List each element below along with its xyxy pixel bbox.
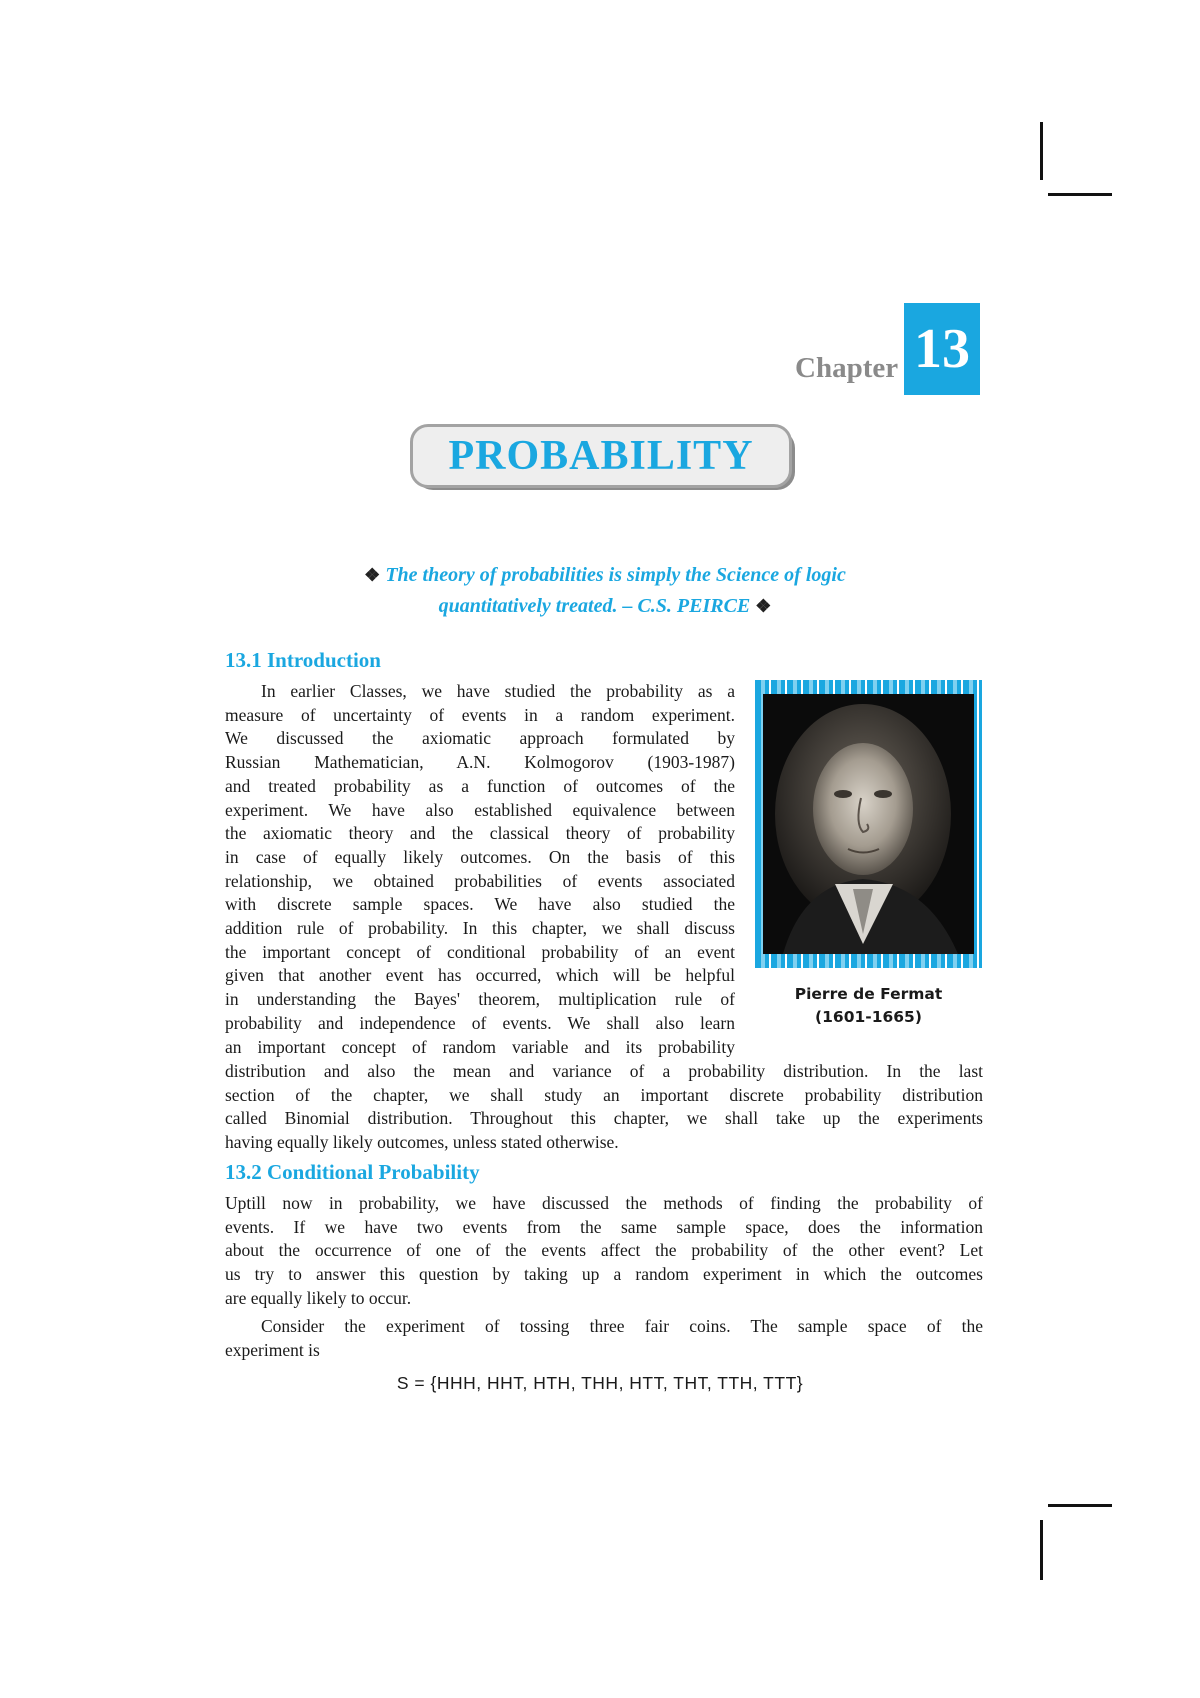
text-line: Russian Mathematician, A.N. Kolmogorov (1903-1987) bbox=[225, 752, 735, 773]
text-line: distribution and also the mean and variance of a probability distribution. In the last bbox=[225, 1061, 983, 1081]
text-line: experiment. We have also established equivalence between bbox=[225, 799, 735, 820]
portrait-frame bbox=[755, 680, 982, 968]
crop-mark-top-vertical bbox=[1040, 122, 1043, 180]
epigraph-quote bbox=[300, 560, 910, 622]
text-line: experiment is bbox=[225, 1339, 320, 1360]
chapter-label: Chapter bbox=[795, 352, 899, 384]
intro-paragraph-wide bbox=[225, 1060, 983, 1155]
section-heading-introduction: 13.1 Introduction bbox=[225, 648, 381, 672]
text-line: In earlier Classes, we have studied the probability as a bbox=[261, 681, 735, 701]
conditional-paragraph-2 bbox=[225, 1315, 983, 1362]
text-line: section of the chapter, we shall study an important discrete probability distribution bbox=[225, 1084, 983, 1105]
portrait-caption-name: Pierre de Fermat bbox=[794, 985, 943, 1003]
text-line: addition rule of probability. In this chapter, we shall discuss bbox=[225, 918, 735, 939]
text-line: the important concept of conditional probability of an event bbox=[225, 941, 735, 962]
text-line: relationship, we obtained probabilities of events associated bbox=[225, 870, 735, 891]
page-title: PROBABILITY bbox=[410, 424, 792, 488]
text-line: measure of uncertainty of events in a random experiment. bbox=[225, 704, 735, 725]
quote-line-1: ❖ The theory of probabilities is simply the Science of logic bbox=[364, 564, 846, 586]
sample-space-equation: S = {HHH, HHT, HTH, THH, HTT, THT, TTH, TTT} bbox=[396, 1373, 804, 1393]
text-line: the axiomatic theory and the classical theory of probability bbox=[225, 823, 735, 844]
text-line: given that another event has occurred, which will be helpful bbox=[225, 965, 735, 986]
text-line: Consider the experiment of tossing three fair coins. The sample space of the bbox=[261, 1316, 983, 1336]
text-line: with discrete sample spaces. We have also studied the bbox=[225, 894, 735, 915]
section-heading-conditional-probability: 13.2 Conditional Probability bbox=[225, 1160, 480, 1184]
text-line: us try to answer this question by taking up a random experiment in which the outcomes bbox=[225, 1264, 983, 1285]
portrait-caption-years: (1601-1665) bbox=[815, 1008, 922, 1026]
text-line: about the occurrence of one of the events affect the probability of the other event? Let bbox=[225, 1240, 983, 1261]
conditional-paragraph-1 bbox=[225, 1192, 983, 1311]
text-line: in understanding the Bayes' theorem, multiplication rule of bbox=[225, 989, 735, 1010]
crop-mark-top-horizontal bbox=[1048, 193, 1112, 196]
crop-mark-bottom-horizontal bbox=[1048, 1504, 1112, 1507]
text-line: in case of equally likely outcomes. On the basis of this bbox=[225, 846, 735, 867]
quote-line-2: quantitatively treated. – C.S. PEIRCE ❖ bbox=[438, 595, 772, 617]
text-line: having equally likely outcomes, unless stated otherwise. bbox=[225, 1132, 619, 1153]
text-line: Uptill now in probability, we have discussed the methods of finding the probability of bbox=[225, 1193, 983, 1213]
chapter-number: 13 bbox=[904, 303, 980, 395]
crop-mark-bottom-vertical bbox=[1040, 1520, 1043, 1580]
portrait-image bbox=[763, 694, 974, 954]
chapter-title-banner bbox=[410, 424, 794, 492]
intro-paragraph-narrow bbox=[225, 680, 735, 1059]
text-line: probability and independence of events. We shall also learn bbox=[225, 1012, 735, 1033]
text-line: events. If we have two events from the same sample space, does the information bbox=[225, 1216, 983, 1237]
text-line: an important concept of random variable and its probability bbox=[225, 1036, 735, 1057]
text-line: called Binomial distribution. Throughout this chapter, we shall take up the experiments bbox=[225, 1108, 983, 1129]
text-line: are equally likely to occur. bbox=[225, 1287, 412, 1308]
ornament-icon: ❖ bbox=[755, 596, 772, 616]
text-line: We discussed the axiomatic approach formulated by bbox=[225, 728, 735, 749]
ornament-icon: ❖ bbox=[364, 565, 381, 585]
text-line: and treated probability as a function of outcomes of the bbox=[225, 775, 735, 796]
